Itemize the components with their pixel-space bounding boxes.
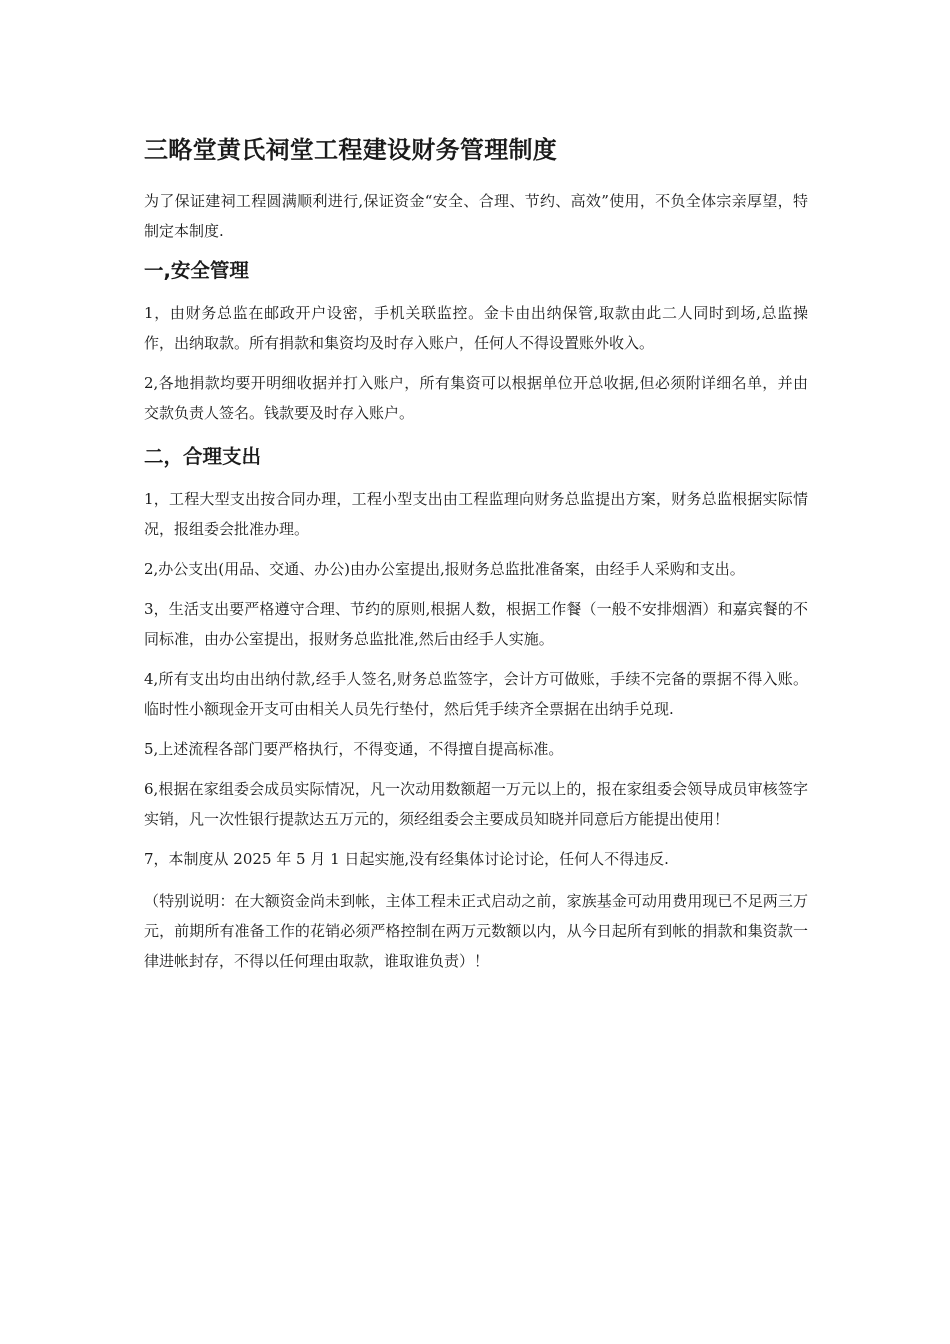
- section-paragraph: 7，本制度从 2025 年 5 月 1 日起实施,没有经集体讨论讨论，任何人不得违反.: [144, 850, 669, 868]
- section-paragraph: 1，由财务总监在邮政开户设密，手机关联监控。金卡由出纳保管,取款由此二人同时到场,总监操作，出纳取款。所有捐款和集资均及时存入账户，任何人不得设置账外收入。: [144, 304, 808, 352]
- section-paragraph: 3，生活支出要严格遵守合理、节约的原则,根据人数，根据工作餐（一般不安排烟酒）和嘉宾餐的不同标准，由办公室提出，报财务总监批准,然后由经手人实施。: [144, 600, 808, 648]
- section-paragraph: 2,各地捐款均要开明细收据并打入账户，所有集资可以根据单位开总收据,但必须附详细名单，并由交款负责人签名。钱款要及时存入账户。: [144, 374, 808, 422]
- document-page: [144, 128, 808, 986]
- section-paragraph: 6,根据在家组委会成员实际情况，凡一次动用数额超一万元以上的，报在家组委会领导成员审核签字实销，凡一次性银行提款达五万元的，须经组委会主要成员知晓并同意后方能提出使用！: [144, 780, 808, 828]
- section-reasonable-expenditure: [144, 438, 808, 874]
- section-paragraph: 4,所有支出均由出纳付款,经手人签名,财务总监签字，会计方可做账，手续不完备的票据不得入账。临时性小额现金开支可由相关人员先行垫付，然后凭手续齐全票据在出纳手兑现.: [144, 670, 808, 718]
- section-heading: 一,安全管理: [144, 259, 249, 282]
- intro-paragraph: 为了保证建祠工程圆满顺利进行,保证资金“安全、合理、节约、高效”使用，不负全体宗亲厚望，特制定本制度.: [144, 192, 808, 240]
- special-note: （特别说明：在大额资金尚未到帐，主体工程未正式启动之前，家族基金可动用费用现已不足两三万元，前期所有准备工作的花销必须严格控制在两万元数额以内，从今日起所有到帐的捐款和集资款一律进帐封存，不得以任何理由取款，谁取谁负责）！: [144, 892, 808, 970]
- section-safety-management: [144, 252, 808, 428]
- section-paragraph: 1，工程大型支出按合同办理，工程小型支出由工程监理向财务总监提出方案，财务总监根据实际情况，报组委会批准办理。: [144, 490, 808, 538]
- section-heading: 二，合理支出: [144, 445, 262, 468]
- document-title: 三略堂黄氏祠堂工程建设财务管理制度: [144, 136, 558, 164]
- section-paragraph: 2,办公支出(用品、交通、办公)由办公室提出,报财务总监批准备案，由经手人采购和支出。: [144, 560, 745, 578]
- section-paragraph: 5,上述流程各部门要严格执行，不得变通，不得擅自提高标准。: [144, 740, 564, 758]
